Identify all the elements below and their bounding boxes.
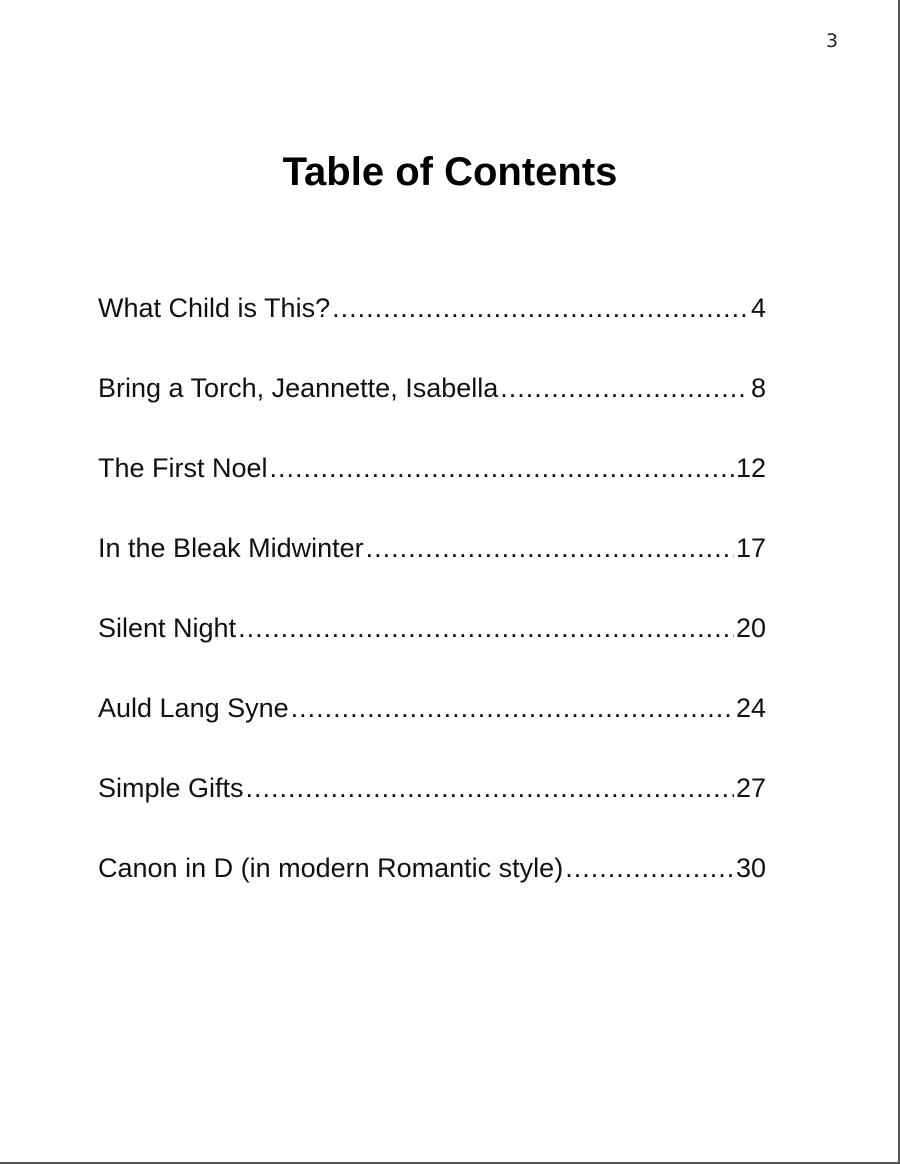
dot-leader	[332, 288, 749, 328]
toc-entry-page: 4	[750, 293, 766, 323]
toc-entry-title: Auld Lang Syne	[98, 693, 289, 723]
toc-entry-title: The First Noel	[98, 453, 268, 483]
toc-entry[interactable]	[98, 608, 766, 688]
toc-entry-page: 27	[735, 773, 766, 803]
dot-leader	[565, 848, 734, 888]
toc-entry[interactable]	[98, 688, 766, 768]
toc-entry[interactable]	[98, 288, 766, 368]
dot-leader	[366, 528, 734, 568]
toc-entry-page: 8	[750, 373, 766, 403]
toc-entry[interactable]	[98, 528, 766, 608]
toc-entry[interactable]	[98, 368, 766, 448]
toc-entry-title: Bring a Torch, Jeannette, Isabella	[98, 373, 499, 403]
toc-entry[interactable]	[98, 848, 766, 928]
toc-entry-page: 24	[735, 693, 766, 723]
toc-entry[interactable]	[98, 448, 766, 528]
dot-leader	[238, 608, 734, 648]
toc-entry-page: 30	[735, 853, 766, 883]
toc-entry-page: 12	[735, 453, 766, 483]
dot-leader	[291, 688, 734, 728]
toc-entry-title: Canon in D (in modern Romantic style)	[98, 853, 564, 883]
dot-leader	[270, 448, 734, 488]
toc-entry-title: Simple Gifts	[98, 773, 244, 803]
dot-leader	[500, 368, 749, 408]
toc-entry-title: What Child is This?	[98, 293, 331, 323]
page-number: 3	[826, 30, 839, 52]
dot-leader	[246, 768, 734, 808]
toc-entry-page: 17	[735, 533, 766, 563]
toc-entry-page: 20	[735, 613, 766, 643]
toc-list	[98, 288, 766, 928]
toc-entry[interactable]	[98, 768, 766, 848]
toc-entry-title: Silent Night	[98, 613, 237, 643]
toc-title: Table of Contents	[282, 150, 618, 194]
toc-entry-title: In the Bleak Midwinter	[98, 533, 364, 563]
